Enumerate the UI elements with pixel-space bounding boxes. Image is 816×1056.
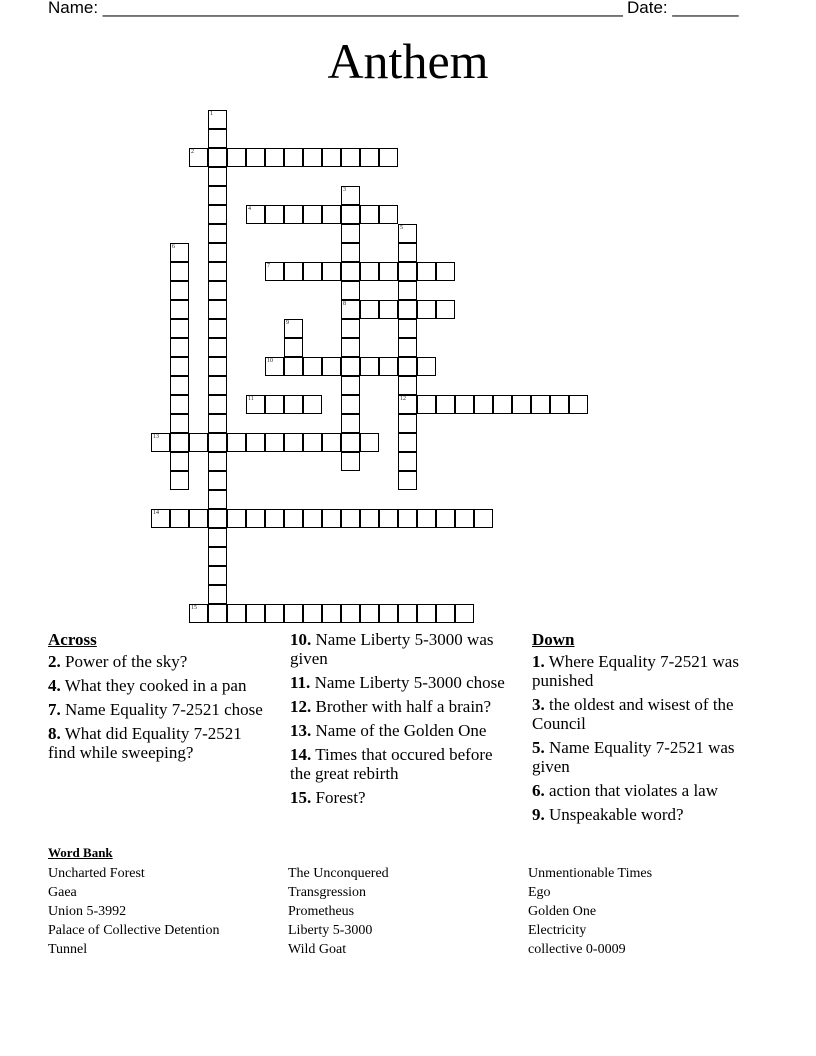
grid-cell[interactable] bbox=[398, 471, 417, 490]
word-bank-item: Liberty 5-3000 bbox=[288, 923, 373, 938]
grid-cell[interactable] bbox=[208, 566, 227, 585]
clue-across-13: 13. Name of the Golden One bbox=[290, 721, 487, 740]
clue-across-15: 15. Forest? bbox=[290, 788, 366, 807]
clue-number: 2 bbox=[191, 149, 194, 155]
grid-cell[interactable] bbox=[341, 300, 360, 319]
clue-number: 13 bbox=[153, 434, 159, 440]
clue-across-11: 11. Name Liberty 5-3000 chose bbox=[290, 673, 505, 692]
clue-number: 10 bbox=[267, 358, 273, 364]
clue-number: 12 bbox=[400, 396, 406, 402]
grid-cell[interactable] bbox=[398, 376, 417, 395]
grid-cell[interactable] bbox=[170, 262, 189, 281]
grid-cell[interactable] bbox=[208, 224, 227, 243]
grid-cell[interactable] bbox=[436, 509, 455, 528]
grid-cell[interactable] bbox=[265, 433, 284, 452]
down-heading: Down bbox=[532, 630, 575, 649]
grid-cell[interactable] bbox=[189, 604, 208, 623]
grid-cell[interactable] bbox=[417, 300, 436, 319]
grid-cell[interactable] bbox=[265, 205, 284, 224]
grid-cell[interactable] bbox=[341, 205, 360, 224]
grid-cell[interactable] bbox=[322, 509, 341, 528]
clue-down-3: 3. the oldest and wisest of the Council bbox=[532, 695, 734, 733]
grid-cell[interactable] bbox=[246, 395, 265, 414]
grid-cell[interactable] bbox=[265, 357, 284, 376]
grid-cell[interactable] bbox=[284, 433, 303, 452]
grid-cell[interactable] bbox=[455, 604, 474, 623]
grid-cell[interactable] bbox=[455, 509, 474, 528]
word-bank-item: Ego bbox=[528, 885, 551, 900]
grid-cell[interactable] bbox=[170, 452, 189, 471]
grid-cell[interactable] bbox=[208, 167, 227, 186]
word-bank-heading: Word Bank bbox=[48, 845, 113, 860]
grid-cell[interactable] bbox=[531, 395, 550, 414]
grid-cell[interactable] bbox=[341, 395, 360, 414]
clue-number: 1 bbox=[210, 111, 213, 117]
date-line: Date: _______ bbox=[627, 0, 739, 17]
clue-number: 6 bbox=[172, 244, 175, 250]
grid-cell[interactable] bbox=[265, 604, 284, 623]
grid-cell[interactable] bbox=[208, 376, 227, 395]
grid-cell[interactable] bbox=[341, 262, 360, 281]
clue-number: 3 bbox=[343, 187, 346, 193]
word-bank-item: Unmentionable Times bbox=[528, 866, 653, 881]
word-bank-item: Wild Goat bbox=[288, 942, 347, 957]
word-bank-item: Electricity bbox=[528, 923, 587, 938]
grid-cell[interactable] bbox=[341, 281, 360, 300]
grid-cell[interactable] bbox=[208, 604, 227, 623]
grid-cell[interactable] bbox=[398, 452, 417, 471]
grid-cell[interactable] bbox=[379, 357, 398, 376]
grid-cell[interactable] bbox=[170, 414, 189, 433]
grid-cell[interactable] bbox=[208, 452, 227, 471]
word-bank-item: Union 5-3992 bbox=[48, 904, 127, 919]
grid-cell[interactable] bbox=[208, 262, 227, 281]
grid-cell[interactable] bbox=[208, 129, 227, 148]
grid-cell[interactable] bbox=[284, 262, 303, 281]
grid-cell[interactable] bbox=[170, 433, 189, 452]
clue-number: 4 bbox=[248, 206, 251, 212]
grid-cell[interactable] bbox=[512, 395, 531, 414]
grid-cell[interactable] bbox=[227, 148, 246, 167]
grid-cell[interactable] bbox=[284, 357, 303, 376]
grid-cell[interactable] bbox=[284, 205, 303, 224]
clue-number: 14 bbox=[153, 510, 159, 516]
clue-down-6: 6. action that violates a law bbox=[532, 781, 718, 800]
grid-cell[interactable] bbox=[208, 509, 227, 528]
down-clues bbox=[532, 630, 747, 829]
grid-cell[interactable] bbox=[379, 509, 398, 528]
grid-cell[interactable] bbox=[208, 205, 227, 224]
grid-cell[interactable] bbox=[341, 604, 360, 623]
clue-across-2: 2. Power of the sky? bbox=[48, 652, 188, 671]
grid-cell[interactable] bbox=[322, 205, 341, 224]
grid-cell[interactable] bbox=[170, 243, 189, 262]
grid-cell[interactable] bbox=[265, 262, 284, 281]
grid-cell[interactable] bbox=[322, 357, 341, 376]
grid-cell[interactable] bbox=[170, 376, 189, 395]
grid-cell[interactable] bbox=[341, 186, 360, 205]
grid-cell[interactable] bbox=[208, 433, 227, 452]
grid-cell[interactable] bbox=[284, 604, 303, 623]
grid-cell[interactable] bbox=[474, 395, 493, 414]
grid-cell[interactable] bbox=[284, 395, 303, 414]
grid-cell[interactable] bbox=[170, 471, 189, 490]
grid-cell[interactable] bbox=[398, 224, 417, 243]
grid-cell[interactable] bbox=[493, 395, 512, 414]
grid-cell[interactable] bbox=[569, 395, 588, 414]
word-bank-item: Gaea bbox=[48, 885, 77, 900]
word-bank-column-3 bbox=[528, 864, 652, 959]
grid-cell[interactable] bbox=[341, 414, 360, 433]
clue-number: 8 bbox=[343, 301, 346, 307]
grid-cell[interactable] bbox=[246, 509, 265, 528]
grid-cell[interactable] bbox=[151, 433, 170, 452]
clue-number: 7 bbox=[267, 263, 270, 269]
grid-cell[interactable] bbox=[550, 395, 569, 414]
grid-cell[interactable] bbox=[455, 395, 474, 414]
grid-cell[interactable] bbox=[398, 414, 417, 433]
grid-cell[interactable] bbox=[208, 300, 227, 319]
grid-cell[interactable] bbox=[436, 395, 455, 414]
grid-cell[interactable] bbox=[303, 262, 322, 281]
clue-number: 9 bbox=[286, 320, 289, 326]
grid-cell[interactable] bbox=[265, 395, 284, 414]
grid-cell[interactable] bbox=[341, 243, 360, 262]
grid-cell[interactable] bbox=[246, 604, 265, 623]
grid-cell[interactable] bbox=[398, 433, 417, 452]
grid-cell[interactable] bbox=[227, 509, 246, 528]
clue-across-8: 8. What did Equality 7-2521 find while sweeping? bbox=[48, 724, 242, 762]
grid-cell[interactable] bbox=[341, 452, 360, 471]
grid-cell[interactable] bbox=[417, 509, 436, 528]
grid-cell[interactable] bbox=[398, 509, 417, 528]
grid-cell[interactable] bbox=[246, 148, 265, 167]
grid-cell[interactable] bbox=[398, 357, 417, 376]
grid-cell[interactable] bbox=[398, 300, 417, 319]
clue-down-1: 1. Where Equality 7-2521 was punished bbox=[532, 652, 739, 690]
grid-cell[interactable] bbox=[246, 433, 265, 452]
grid-cell[interactable] bbox=[341, 148, 360, 167]
grid-cell[interactable] bbox=[208, 186, 227, 205]
across-heading: Across bbox=[48, 630, 97, 649]
grid-cell[interactable] bbox=[341, 224, 360, 243]
grid-cell[interactable] bbox=[227, 604, 246, 623]
grid-cell[interactable] bbox=[189, 148, 208, 167]
grid-cell[interactable] bbox=[341, 509, 360, 528]
grid-cell[interactable] bbox=[398, 604, 417, 623]
grid-cell[interactable] bbox=[379, 300, 398, 319]
grid-cell[interactable] bbox=[303, 148, 322, 167]
grid-cell[interactable] bbox=[303, 395, 322, 414]
grid-cell[interactable] bbox=[208, 338, 227, 357]
grid-cell[interactable] bbox=[265, 509, 284, 528]
grid-cell[interactable] bbox=[208, 528, 227, 547]
grid-cell[interactable] bbox=[189, 433, 208, 452]
grid-cell[interactable] bbox=[303, 205, 322, 224]
grid-cell[interactable] bbox=[303, 433, 322, 452]
word-bank-item: Golden One bbox=[528, 904, 597, 919]
across-clues bbox=[48, 630, 273, 767]
grid-cell[interactable] bbox=[208, 490, 227, 509]
grid-cell[interactable] bbox=[360, 433, 379, 452]
clue-across-14: 14. Times that occured before the great rebirth bbox=[290, 745, 493, 783]
grid-cell[interactable] bbox=[208, 281, 227, 300]
grid-cell[interactable] bbox=[436, 262, 455, 281]
grid-cell[interactable] bbox=[474, 509, 493, 528]
grid-cell[interactable] bbox=[189, 509, 208, 528]
clue-across-7: 7. Name Equality 7-2521 chose bbox=[48, 700, 263, 719]
grid-cell[interactable] bbox=[170, 509, 189, 528]
clue-number: 5 bbox=[400, 225, 403, 231]
grid-cell[interactable] bbox=[417, 262, 436, 281]
grid-cell[interactable] bbox=[417, 395, 436, 414]
grid-cell[interactable] bbox=[379, 148, 398, 167]
grid-cell[interactable] bbox=[208, 585, 227, 604]
clue-across-4: 4. What they cooked in a pan bbox=[48, 676, 247, 695]
grid-cell[interactable] bbox=[360, 509, 379, 528]
grid-cell[interactable] bbox=[436, 300, 455, 319]
grid-cell[interactable] bbox=[322, 433, 341, 452]
grid-cell[interactable] bbox=[208, 547, 227, 566]
grid-cell[interactable] bbox=[170, 395, 189, 414]
clue-number: 15 bbox=[191, 605, 197, 611]
word-bank-column-2 bbox=[288, 864, 389, 959]
grid-cell[interactable] bbox=[151, 509, 170, 528]
name-line: Name: _______________________________________________________ bbox=[48, 0, 623, 17]
grid-cell[interactable] bbox=[341, 433, 360, 452]
grid-cell[interactable] bbox=[379, 205, 398, 224]
grid-cell[interactable] bbox=[360, 357, 379, 376]
grid-cell[interactable] bbox=[208, 243, 227, 262]
word-bank-item: Uncharted Forest bbox=[48, 866, 145, 881]
grid-cell[interactable] bbox=[265, 148, 284, 167]
grid-cell[interactable] bbox=[379, 262, 398, 281]
grid-cell[interactable] bbox=[379, 604, 398, 623]
grid-cell[interactable] bbox=[417, 604, 436, 623]
grid-cell[interactable] bbox=[398, 281, 417, 300]
grid-cell[interactable] bbox=[398, 243, 417, 262]
grid-cell[interactable] bbox=[398, 395, 417, 414]
grid-cell[interactable] bbox=[284, 148, 303, 167]
grid-cell[interactable] bbox=[227, 433, 246, 452]
grid-cell[interactable] bbox=[170, 338, 189, 357]
word-bank-item: Prometheus bbox=[288, 904, 355, 919]
grid-cell[interactable] bbox=[208, 110, 227, 129]
grid-cell[interactable] bbox=[322, 604, 341, 623]
grid-cell[interactable] bbox=[341, 357, 360, 376]
word-bank-item: The Unconquered bbox=[288, 866, 389, 881]
clue-across-12: 12. Brother with half a brain? bbox=[290, 697, 492, 716]
grid-cell[interactable] bbox=[208, 357, 227, 376]
clue-across-10: 10. Name Liberty 5-3000 was given bbox=[290, 630, 494, 668]
grid-cell[interactable] bbox=[398, 262, 417, 281]
grid-cell[interactable] bbox=[170, 281, 189, 300]
grid-cell[interactable] bbox=[208, 148, 227, 167]
grid-cell[interactable] bbox=[303, 604, 322, 623]
grid-cell[interactable] bbox=[360, 205, 379, 224]
grid-cell[interactable] bbox=[208, 319, 227, 338]
grid-cell[interactable] bbox=[170, 357, 189, 376]
clue-number: 11 bbox=[248, 396, 254, 402]
grid-cell[interactable] bbox=[417, 357, 436, 376]
grid-cell[interactable] bbox=[208, 471, 227, 490]
grid-cell[interactable] bbox=[360, 148, 379, 167]
grid-cell[interactable] bbox=[284, 338, 303, 357]
page-title: Anthem bbox=[327, 33, 489, 89]
grid-cell[interactable] bbox=[208, 414, 227, 433]
grid-cell[interactable] bbox=[341, 376, 360, 395]
grid-cell[interactable] bbox=[284, 319, 303, 338]
word-bank-item: Palace of Collective Detention bbox=[48, 923, 220, 938]
clue-down-5: 5. Name Equality 7-2521 was given bbox=[532, 738, 735, 776]
across-clues-continued bbox=[290, 630, 515, 812]
word-bank-item: collective 0-0009 bbox=[528, 942, 626, 957]
grid-cell[interactable] bbox=[208, 395, 227, 414]
grid-cell[interactable] bbox=[341, 319, 360, 338]
word-bank-column-1 bbox=[48, 864, 219, 959]
grid-cell[interactable] bbox=[303, 357, 322, 376]
word-bank-item: Tunnel bbox=[48, 942, 88, 957]
grid-cell[interactable] bbox=[341, 338, 360, 357]
grid-cell[interactable] bbox=[398, 319, 417, 338]
grid-cell[interactable] bbox=[322, 262, 341, 281]
grid-cell[interactable] bbox=[303, 509, 322, 528]
grid-cell[interactable] bbox=[170, 300, 189, 319]
grid-cell[interactable] bbox=[360, 262, 379, 281]
grid-cell[interactable] bbox=[360, 300, 379, 319]
word-bank-item: Transgression bbox=[288, 885, 367, 900]
grid-cell[interactable] bbox=[398, 338, 417, 357]
grid-cell[interactable] bbox=[322, 148, 341, 167]
grid-cell[interactable] bbox=[170, 319, 189, 338]
grid-cell[interactable] bbox=[436, 604, 455, 623]
clue-down-9: 9. Unspeakable word? bbox=[532, 805, 684, 824]
grid-cell[interactable] bbox=[360, 604, 379, 623]
grid-cell[interactable] bbox=[284, 509, 303, 528]
grid-cell[interactable] bbox=[246, 205, 265, 224]
